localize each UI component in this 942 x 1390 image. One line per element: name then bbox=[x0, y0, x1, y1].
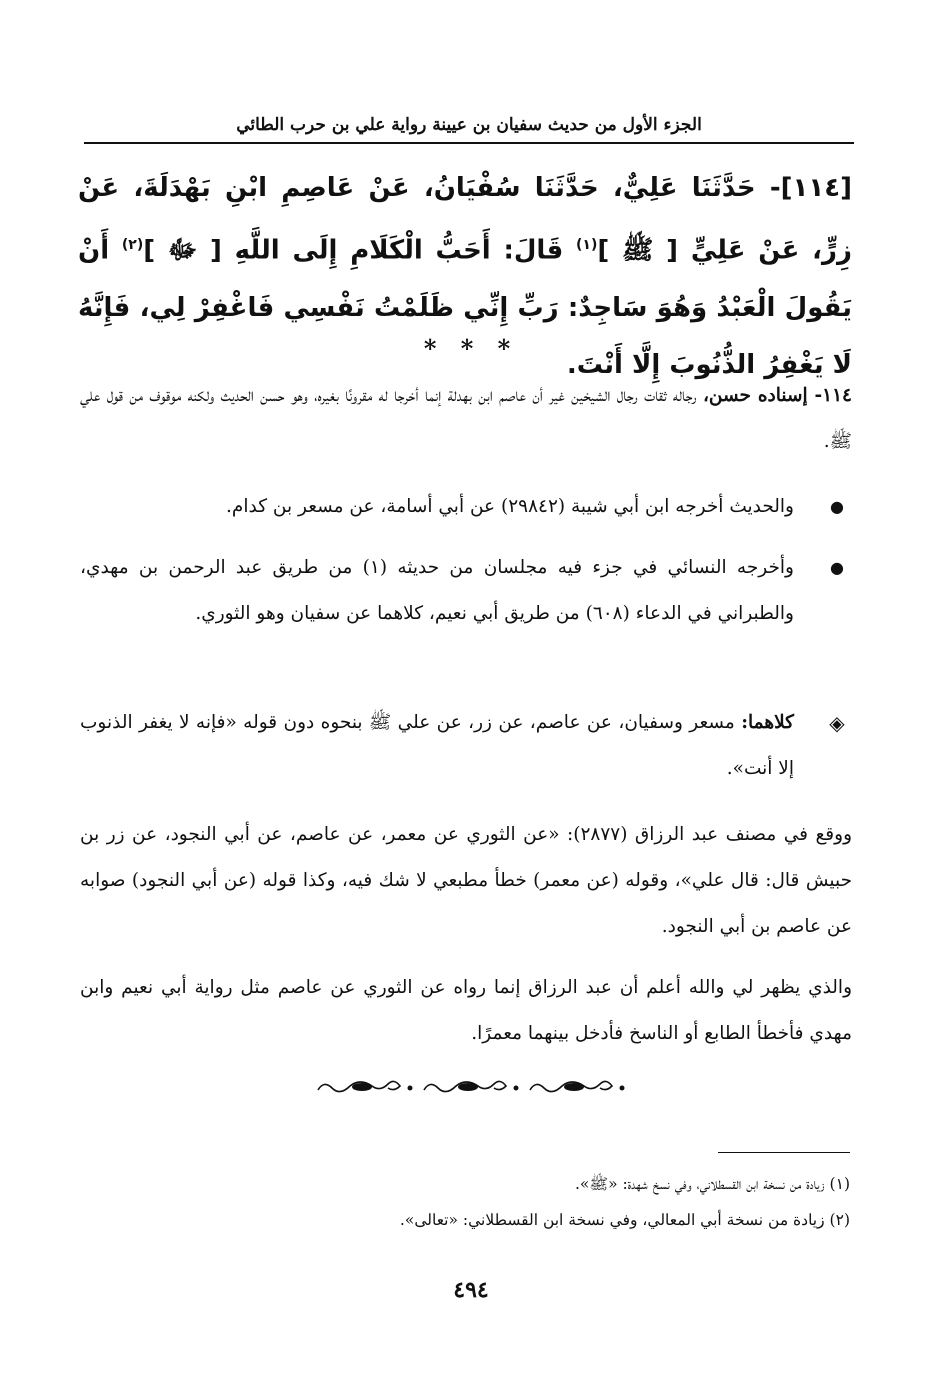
list-item-text-wrapper bbox=[80, 700, 794, 792]
list-item-text: وأخرجه النسائي في جزء فيه مجلسان من حديثه (١) من طريق عبد الرحمن بن مهدي، والطبراني في الدعاء (٦٠٨) من طريق أبي نعيم، كلاهما عن سفيان وهو الثوري. bbox=[80, 557, 794, 624]
footnote-rule bbox=[718, 1152, 850, 1153]
footnote-text: زيادة من نسخة أبي المعالي، وفي نسخة ابن القسطلاني: «تعالى». bbox=[399, 1211, 825, 1229]
paragraph-conclusion: والذي يظهر لي والله أعلم أن عبد الرزاق إنما رواه عن الثوري عن عاصم مثل رواية أبي نعيم وابن مهدي فأخطأ الطابع أو الناسخ فأدخل بينهما معمرًا. bbox=[80, 977, 852, 1044]
takhrij-text: رجاله ثقات رجال الشيخين غير أن عاصم ابن بهدلة إنما أخرجا له مقرونًا بغيره، وهو حسن الحديث ولكنه موقوف من قول علي ﷺ. bbox=[80, 385, 852, 452]
header-rule bbox=[84, 142, 854, 144]
footnote-number: (١) bbox=[829, 1175, 850, 1193]
page-number: ٤٩٤ bbox=[453, 1277, 489, 1303]
list-item bbox=[80, 484, 850, 530]
footnote-ref-2: (٢) bbox=[121, 237, 144, 253]
bullet-icon: ● bbox=[830, 497, 844, 516]
list-item-text: والحديث أخرجه ابن أبي شيبة (٢٩٨٤٢) عن أبي أسامة، عن مسعر بن كدام. bbox=[226, 496, 794, 517]
running-header: الجزء الأول من حديث سفيان بن عيينة رواية علي بن حرب الطائي bbox=[236, 115, 702, 135]
footnote-2 bbox=[84, 1202, 850, 1238]
paragraph-musannaf: ووقع في مصنف عبد الرزاق (٢٨٧٧): «عن الثوري عن معمر، عن عاصم، عن أبي النجود، عن زر بن حبيش قال: قال علي»، وقوله (عن معمر) خطأ مطبعي لا شك فيه، وكذا قوله (عن أبي النجود) صوابه عن عاصم بن أبي النجود. bbox=[80, 824, 852, 937]
ornament-divider-icon bbox=[310, 1072, 630, 1102]
footnote-number: (٢) bbox=[829, 1211, 850, 1229]
list-item-lead: كلاهما: bbox=[741, 712, 794, 733]
list-item bbox=[80, 700, 850, 792]
diamond-bullet-icon: ◈ bbox=[829, 711, 845, 735]
bullet-icon: ● bbox=[830, 558, 844, 577]
hadith-saying: قَالَ: أَحَبُّ الْكَلَامِ إِلَى اللَّهِ [ ﷻ ] bbox=[143, 235, 564, 266]
footnote-ref-1: (١) bbox=[576, 237, 598, 253]
footnote-1 bbox=[84, 1166, 850, 1202]
hadith-number: [١١٤]- bbox=[769, 173, 852, 203]
footnotes bbox=[84, 1166, 850, 1238]
hadith-chain: حَدَّثَنَا عَلِيٌّ، حَدَّثَنَا سُفْيَانُ، عَنْ عَاصِمِ ابْنِ بَهْدَلَةَ، عَنْ زِرٍّ، عَنْ عَلِيٍّ [ ﷺ ] bbox=[78, 173, 852, 266]
list-item-text: مسعر وسفيان، عن عاصم، عن زر، عن علي ﷺ بنحوه دون قوله «فإنه لا يغفر الذنوب إلا أنت». bbox=[80, 712, 794, 779]
list-item bbox=[80, 545, 850, 637]
hadith-matn: أَنْ يَقُولَ الْعَبْدُ وَهُوَ سَاجِدٌ: رَبِّ إِنِّي ظَلَمْتُ نَفْسِي فَاغْفِرْ لِي، فَإِنَّهُ لَا يَغْفِرُ الذُّنُوبَ إِلَّا أَنْتَ. bbox=[78, 235, 852, 380]
takhrij-lead: ١١٤- إسناده حسن، bbox=[702, 385, 852, 406]
takhrij-paragraph bbox=[80, 373, 852, 465]
section-separator: * * * bbox=[423, 334, 519, 363]
footnote-text: زيادة من نسخة ابن القسطلاني، وفي نسخ شهدة: «ﷺ». bbox=[574, 1175, 825, 1193]
